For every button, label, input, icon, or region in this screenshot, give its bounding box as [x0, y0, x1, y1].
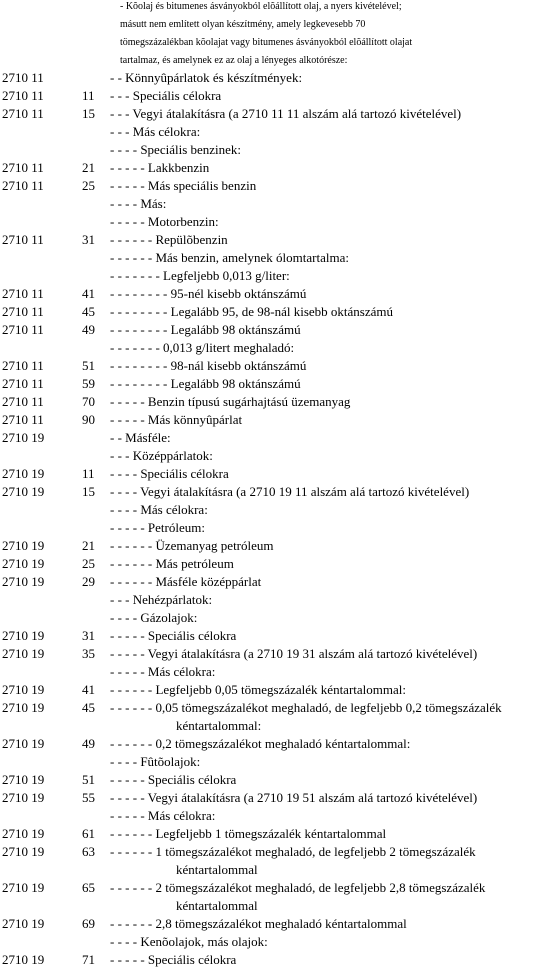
cn-code: 2710 19: [2, 952, 45, 967]
tariff-row: [0, 124, 553, 142]
cn-subheading: 49: [82, 322, 95, 337]
cn-code: 2710 19: [2, 826, 45, 841]
tariff-row: [0, 484, 553, 502]
cn-code: 2710 19: [2, 772, 45, 787]
cn-code: 2710 19: [2, 844, 45, 859]
description: - - - - - Más speciális benzin: [110, 178, 257, 193]
cn-code: 2710 11: [2, 178, 44, 193]
description: - - - - - Vegyi átalakításra (a 2710 19 31 alszám alá tartozó kivételével): [110, 646, 478, 661]
cn-subheading: 71: [82, 952, 95, 967]
description: - - - - - Más célokra:: [110, 808, 216, 823]
cn-code: 2710 19: [2, 682, 45, 697]
tariff-row: [0, 790, 553, 808]
tariff-row: [0, 646, 553, 664]
tariff-row: [0, 232, 553, 250]
tariff-row: [0, 322, 553, 340]
tariff-row: [0, 358, 553, 376]
description: - - - - - Speciális célokra: [110, 772, 237, 787]
tariff-row: [0, 808, 553, 826]
tariff-row: [0, 952, 553, 970]
cn-code: 2710 11: [2, 286, 44, 301]
tariff-row: [0, 538, 553, 556]
description: - - - - - - - - Legalább 98 oktánszámú: [110, 376, 301, 391]
tariff-row: [0, 916, 553, 934]
cn-subheading: 35: [82, 646, 95, 661]
description: - - - - Vegyi átalakításra (a 2710 19 11 alszám alá tartozó kivételével): [110, 484, 470, 499]
cn-code: 2710 11: [2, 394, 44, 409]
description: - - - - - - Legfeljebb 0,05 tömegszázalék kéntartalommal:: [110, 682, 406, 697]
tariff-row: [0, 448, 553, 466]
description: - - - - - - - - Legalább 98 oktánszámú: [110, 322, 301, 337]
tariff-row: [0, 736, 553, 754]
tariff-row: [0, 142, 553, 160]
description: - - - - - - 0,05 tömegszázalékot meghaladó, de legfeljebb 0,2 tömegszázalék: [110, 700, 502, 715]
description: - - - Speciális célokra: [110, 88, 222, 103]
tariff-row: [0, 880, 553, 916]
description: - - - - Fûtõolajok:: [110, 754, 201, 769]
cn-code: 2710 11: [2, 358, 44, 373]
description: - - - - - Vegyi átalakításra (a 2710 19 51 alszám alá tartozó kivételével): [110, 790, 478, 805]
tariff-row: [0, 106, 553, 124]
cn-code: 2710 11: [2, 304, 44, 319]
tariff-row: [0, 700, 553, 736]
tariff-row: [0, 754, 553, 772]
cn-subheading: 25: [82, 556, 95, 571]
tariff-row: [0, 178, 553, 196]
description: - - - Más célokra:: [110, 124, 201, 139]
cn-code: 2710 19: [2, 574, 45, 589]
description: - - - - - - 1 tömegszázalékot meghaladó, de legfeljebb 2 tömegszázalék: [110, 844, 476, 859]
tariff-row: [0, 520, 553, 538]
tariff-row: [0, 934, 553, 952]
tariff-row: [0, 160, 553, 178]
tariff-row: [0, 592, 553, 610]
intro-heading: [120, 0, 552, 70]
description: - - - - - Benzin típusú sugárhajtású üzemanyag: [110, 394, 351, 409]
description: - - - - - - Más benzin, amelynek ólomtartalma:: [110, 250, 349, 265]
description: - - - Középpárlatok:: [110, 448, 213, 463]
tariff-row: [0, 502, 553, 520]
cn-code: 2710 19: [2, 628, 45, 643]
intro-line: tömegszázalékban kõolajat vagy bitumenes ásványokból elõállított olajat: [120, 37, 413, 48]
cn-subheading: 45: [82, 304, 95, 319]
cn-code: 2710 19: [2, 880, 45, 895]
description: - - - - - Motorbenzin:: [110, 214, 219, 229]
tariff-row: [0, 412, 553, 430]
tariff-row: [0, 430, 553, 448]
description: - - - Nehézpárlatok:: [110, 592, 213, 607]
cn-code: 2710 19: [2, 646, 45, 661]
cn-subheading: 29: [82, 574, 95, 589]
cn-subheading: 55: [82, 790, 95, 805]
intro-line: tartalmaz, és amelynek ez az olaj a lényeges alkotórésze:: [120, 55, 348, 66]
cn-subheading: 11: [82, 88, 95, 103]
description: - - - - - Más célokra:: [110, 664, 216, 679]
tariff-row: [0, 250, 553, 268]
cn-code: 2710 19: [2, 538, 45, 553]
tariff-row: [0, 394, 553, 412]
description: - - - - - - Legfeljebb 1 tömegszázalék kéntartalommal: [110, 826, 387, 841]
description: - - - - Kenõolajok, más olajok:: [110, 934, 268, 949]
description: - - - - Gázolajok:: [110, 610, 198, 625]
intro-line: másutt nem említett olyan készítmény, amely legkevesebb 70: [120, 19, 366, 30]
cn-code: 2710 19: [2, 484, 45, 499]
description: - - - - Más:: [110, 196, 167, 211]
tariff-row: [0, 376, 553, 394]
description: - - Könnyûpárlatok és készítmények:: [110, 70, 303, 85]
description-continuation: kéntartalommal: [176, 862, 258, 877]
description: - - - - - Speciális célokra: [110, 952, 237, 967]
description: - - - - - - - - 95-nél kisebb oktánszámú: [110, 286, 307, 301]
cn-code: 2710 19: [2, 556, 45, 571]
tariff-row: [0, 466, 553, 484]
tariff-row: [0, 286, 553, 304]
description: - - - - - Speciális célokra: [110, 628, 237, 643]
cn-code: 2710 11: [2, 88, 44, 103]
cn-subheading: 15: [82, 484, 95, 499]
description: - - Másféle:: [110, 430, 171, 445]
cn-subheading: 63: [82, 844, 95, 859]
cn-subheading: 59: [82, 376, 95, 391]
cn-subheading: 69: [82, 916, 95, 931]
cn-subheading: 51: [82, 358, 95, 373]
tariff-row: [0, 196, 553, 214]
tariff-row: [0, 88, 553, 106]
cn-subheading: 51: [82, 772, 95, 787]
description: - - - Vegyi átalakításra (a 2710 11 11 alszám alá tartozó kivételével): [110, 106, 462, 121]
description: - - - - - - Másféle középpárlat: [110, 574, 262, 589]
cn-subheading: 45: [82, 700, 95, 715]
tariff-row: [0, 628, 553, 646]
description: - - - - - - - 0,013 g/litert meghaladó:: [110, 340, 295, 355]
cn-code: 2710 19: [2, 700, 45, 715]
cn-subheading: 41: [82, 286, 95, 301]
cn-code: 2710 19: [2, 736, 45, 751]
description: - - - - Speciális célokra: [110, 466, 229, 481]
cn-subheading: 31: [82, 232, 95, 247]
cn-code: 2710 11: [2, 70, 44, 85]
description: - - - - Speciális benzinek:: [110, 142, 242, 157]
cn-subheading: 61: [82, 826, 95, 841]
description: - - - - - - 0,2 tömegszázalékot meghaladó kéntartalommal:: [110, 736, 411, 751]
description: - - - - - Más könnyûpárlat: [110, 412, 243, 427]
description-continuation: kéntartalommal: [176, 898, 258, 913]
tariff-row: [0, 826, 553, 844]
tariff-row: [0, 772, 553, 790]
tariff-row: [0, 268, 553, 286]
cn-subheading: 15: [82, 106, 95, 121]
cn-code: 2710 11: [2, 160, 44, 175]
cn-subheading: 21: [82, 160, 95, 175]
tariff-row: [0, 556, 553, 574]
description: - - - - - - Repülõbenzin: [110, 232, 228, 247]
description: - - - - Más célokra:: [110, 502, 208, 517]
description: - - - - - - Más petróleum: [110, 556, 234, 571]
description: - - - - - - 2,8 tömegszázalékot meghaladó kéntartalommal: [110, 916, 407, 931]
cn-code: 2710 19: [2, 790, 45, 805]
tariff-row: [0, 574, 553, 592]
description: - - - - - - - - Legalább 95, de 98-nál kisebb oktánszámú: [110, 304, 394, 319]
cn-subheading: 49: [82, 736, 95, 751]
cn-subheading: 41: [82, 682, 95, 697]
cn-subheading: 90: [82, 412, 95, 427]
description: - - - - - - Üzemanyag petróleum: [110, 538, 274, 553]
tariff-row: [0, 70, 553, 88]
tariff-row: [0, 340, 553, 358]
cn-code: 2710 11: [2, 412, 44, 427]
tariff-row: [0, 682, 553, 700]
tariff-row: [0, 610, 553, 628]
tariff-row: [0, 214, 553, 232]
cn-code: 2710 11: [2, 376, 44, 391]
tariff-row: [0, 664, 553, 682]
description: - - - - - Lakkbenzin: [110, 160, 210, 175]
cn-code: 2710 11: [2, 106, 44, 121]
cn-code: 2710 11: [2, 232, 44, 247]
tariff-row: [0, 304, 553, 322]
cn-subheading: 65: [82, 880, 95, 895]
cn-subheading: 70: [82, 394, 95, 409]
cn-subheading: 11: [82, 466, 95, 481]
tariff-row: [0, 844, 553, 880]
description-continuation: kéntartalommal:: [176, 718, 262, 733]
cn-code: 2710 19: [2, 430, 45, 445]
cn-subheading: 21: [82, 538, 95, 553]
description: - - - - - - 2 tömegszázalékot meghaladó, de legfeljebb 2,8 tömegszázalék: [110, 880, 486, 895]
cn-subheading: 31: [82, 628, 95, 643]
intro-line: - Kõolaj és bitumenes ásványokból elõállított olaj, a nyers kivételével;: [120, 1, 402, 12]
description: - - - - - Petróleum:: [110, 520, 205, 535]
cn-code: 2710 11: [2, 322, 44, 337]
cn-code: 2710 19: [2, 466, 45, 481]
cn-subheading: 25: [82, 178, 95, 193]
description: - - - - - - - Legfeljebb 0,013 g/liter:: [110, 268, 290, 283]
description: - - - - - - - - 98-nál kisebb oktánszámú: [110, 358, 307, 373]
cn-code: 2710 19: [2, 916, 45, 931]
